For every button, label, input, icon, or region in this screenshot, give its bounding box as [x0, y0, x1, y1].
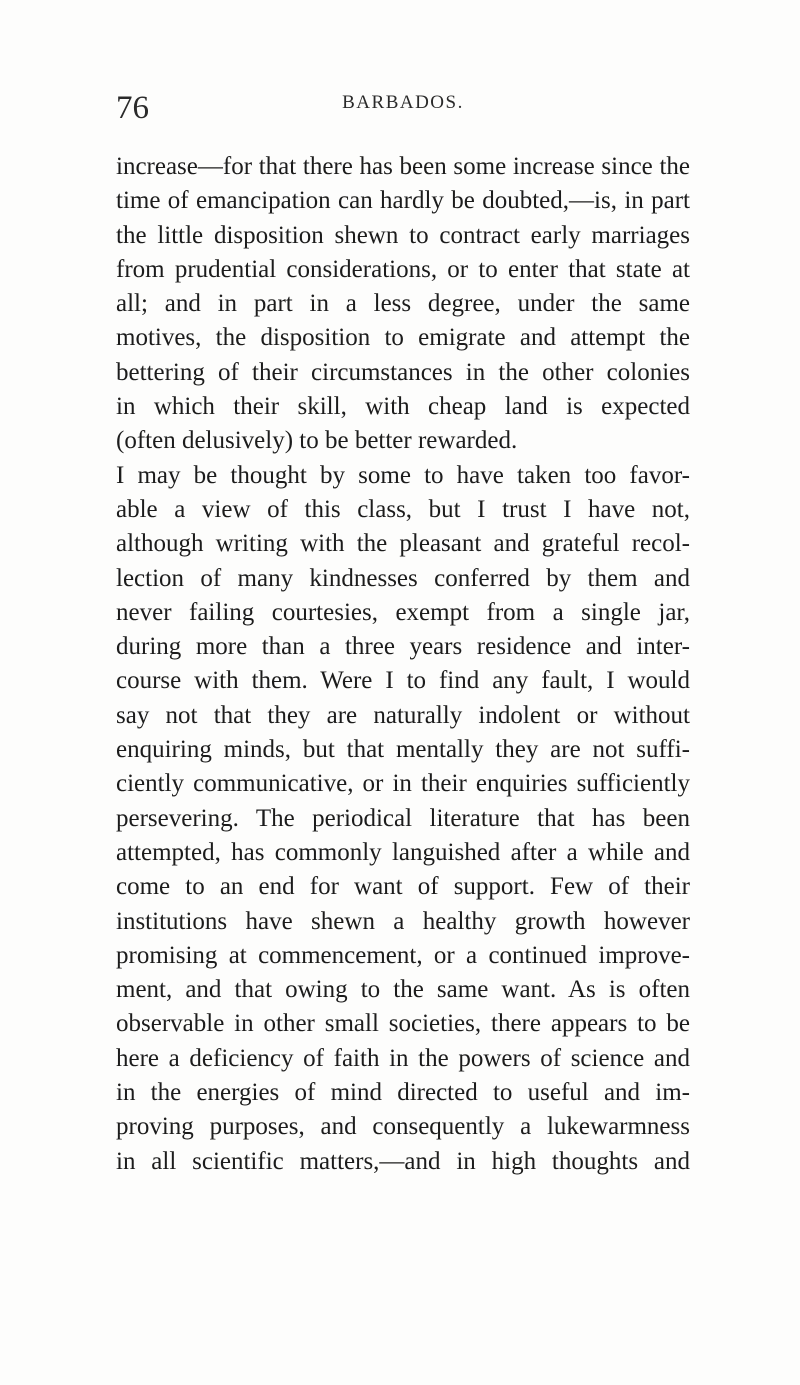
text-line: in the energies of mind directed to useful and im-	[116, 1079, 690, 1107]
text-line: during more than a three years residence and inter-	[116, 633, 690, 661]
text-line: never failing courtesies, exempt from a single jar,	[116, 598, 690, 626]
page-number: 76	[116, 90, 149, 126]
text-line: in which their skill, with cheap land is expected	[116, 393, 690, 421]
text-line: I may be thought by some to have taken too favor-	[116, 461, 690, 489]
text-line: observable in other small societies, there appears to be	[116, 1010, 690, 1038]
text-line: (often delusively) to be better rewarded.	[116, 427, 518, 455]
text-line: persevering. The periodical literature that has been	[116, 804, 690, 832]
body-text	[116, 150, 690, 1179]
text-line: from prudential considerations, or to enter that state at	[116, 255, 690, 283]
text-line: able a view of this class, but I trust I have not,	[116, 495, 690, 523]
text-line: say not that they are naturally indolent or without	[116, 701, 690, 729]
text-line: proving purposes, and consequently a lukewarmness	[116, 1113, 690, 1141]
text-line: increase—for that there has been some increase since the	[116, 153, 690, 180]
text-line: in all scientific matters,—and in high thoughts and	[116, 1147, 690, 1175]
text-line: ciently communicative, or in their enquiries sufficiently	[116, 770, 690, 798]
text-line: enquiring minds, but that mentally they are not suffi-	[116, 736, 690, 764]
text-line: although writing with the pleasant and grateful recol-	[116, 530, 690, 558]
text-line: ment, and that owing to the same want. As is often	[116, 976, 690, 1004]
text-line: here a deficiency of faith in the powers of science and	[116, 1044, 690, 1072]
text-line: institutions have shewn a healthy growth however	[116, 907, 690, 935]
text-line: course with them. Were I to find any fault, I would	[116, 667, 690, 695]
text-line: promising at commencement, or a continued improve-	[116, 941, 690, 969]
text-line: motives, the disposition to emigrate and attempt the	[116, 324, 690, 352]
text-line: the little disposition shewn to contract early marriages	[116, 221, 690, 249]
text-line: lection of many kindnesses conferred by them and	[116, 564, 690, 592]
text-line: bettering of their circumstances in the other colonies	[116, 358, 690, 386]
text-line: come to an end for want of support. Few of their	[116, 873, 690, 901]
running-head: BARBADOS.	[342, 92, 464, 113]
text-line: all; and in part in a less degree, under the same	[116, 290, 690, 318]
page-header	[116, 88, 690, 128]
text-line: attempted, has commonly languished after a while and	[116, 838, 690, 866]
text-line: time of emancipation can hardly be doubted,—is, in part	[116, 187, 690, 215]
